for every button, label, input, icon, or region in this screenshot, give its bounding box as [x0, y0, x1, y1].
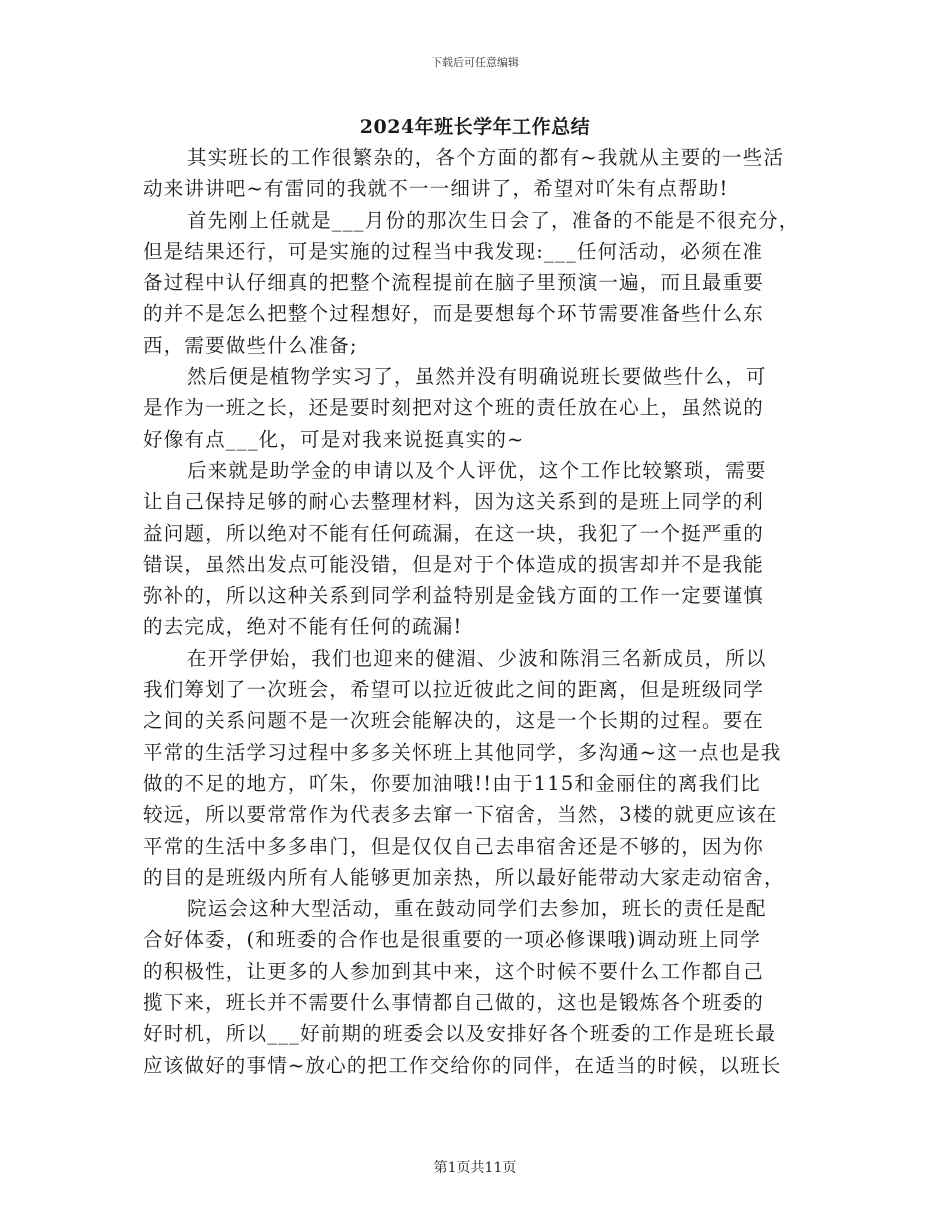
text-line: 院运会这种大型活动，重在鼓动同学们去参加，班长的责任是配	[187, 897, 767, 921]
text-line: 合好体委，(和班委的合作也是很重要的一项必修课哦)调动班上同学	[143, 928, 761, 952]
text-line: 首先刚上任就是___月份的那次生日会了，准备的不能是不很充分，	[187, 208, 800, 232]
text-line: 的并不是怎么把整个过程想好，而是要想每个环节需要准备些什么东	[143, 302, 765, 326]
text-line: 好像有点___化，可是对我来说挺真实的~	[143, 427, 525, 451]
text-line: 西，需要做些什么准备;	[143, 333, 358, 357]
text-line: 弥补的，所以这种关系到同学利益特别是金钱方面的工作一定要谨慎	[143, 584, 765, 608]
page-number: 第1页共11页	[433, 1160, 517, 1176]
text-line: 平常的生活中多多串门，但是仅仅自己去串宿舍还是不够的，因为你	[143, 834, 765, 858]
text-line: 让自己保持足够的耐心去整理材料，因为这关系到的是班上同学的利	[143, 490, 765, 514]
text-line: 是作为一班之长，还是要时刻把对这个班的责任放在心上，虽然说的	[143, 396, 765, 420]
text-line: 好时机，所以___好前期的班委会以及安排好各个班委的工作是班长最	[143, 1022, 777, 1046]
text-line: 我们筹划了一次班会，希望可以拉近彼此之间的距离，但是班级同学	[143, 678, 765, 702]
text-line: 其实班长的工作很繁杂的，各个方面的都有~我就从主要的一些活	[187, 146, 785, 169]
text-line: 之间的关系问题不是一次班会能解决的，这是一个长期的过程。要在	[143, 709, 765, 733]
header-note: 下载后可任意编辑	[431, 56, 519, 69]
text-line: 的去完成，绝对不能有任何的疏漏!	[143, 615, 463, 639]
text-line: 益问题，所以绝对不能有任何疏漏，在这一块，我犯了一个挺严重的	[143, 521, 765, 545]
text-line: 揽下来，班长并不需要什么事情都自己做的，这也是锻炼各个班委的	[143, 991, 765, 1015]
text-line: 做的不足的地方，吖朱，你要加油哦!!由于115和金丽住的离我们比	[143, 771, 761, 795]
text-line: 动来讲讲吧~有雷同的我就不一一细讲了，希望对吖朱有点帮助!	[143, 177, 729, 201]
text-line: 的积极性，让更多的人参加到其中来，这个时候不要什么工作都自己	[143, 959, 765, 983]
text-line: 较远，所以要常常作为代表多去窜一下宿舍，当然，3楼的就更应该在	[143, 803, 778, 827]
text-line: 但是结果还行，可是实施的过程当中我发现:___任何活动，必须在准	[143, 239, 764, 263]
text-line: 的目的是班级内所有人能够更加亲热，所以最好能带动大家走动宿舍，	[143, 865, 785, 889]
text-line: 后来就是助学金的申请以及个人评优，这个工作比较繁琐，需要	[187, 458, 767, 482]
text-line: 备过程中认仔细真的把整个流程提前在脑子里预演一遍，而且最重要	[143, 271, 765, 295]
text-line: 平常的生活学习过程中多多关怀班上其他同学，多沟通~这一点也是我	[143, 740, 782, 764]
text-line: 然后便是植物学实习了，虽然并没有明确说班长要做些什么，可	[187, 365, 767, 389]
page-title: 2024年班长学年工作总结	[359, 116, 591, 138]
document-body	[143, 142, 813, 1081]
text-line: 错误，虽然出发点可能没错，但是对于个体造成的损害却并不是我能	[143, 552, 765, 576]
text-line: 应该做好的事情~放心的把工作交给你的同伴，在适当的时候，以班长	[143, 1053, 782, 1077]
text-line: 在开学伊始，我们也迎来的健湄、少波和陈涓三名新成员，所以	[187, 646, 767, 670]
